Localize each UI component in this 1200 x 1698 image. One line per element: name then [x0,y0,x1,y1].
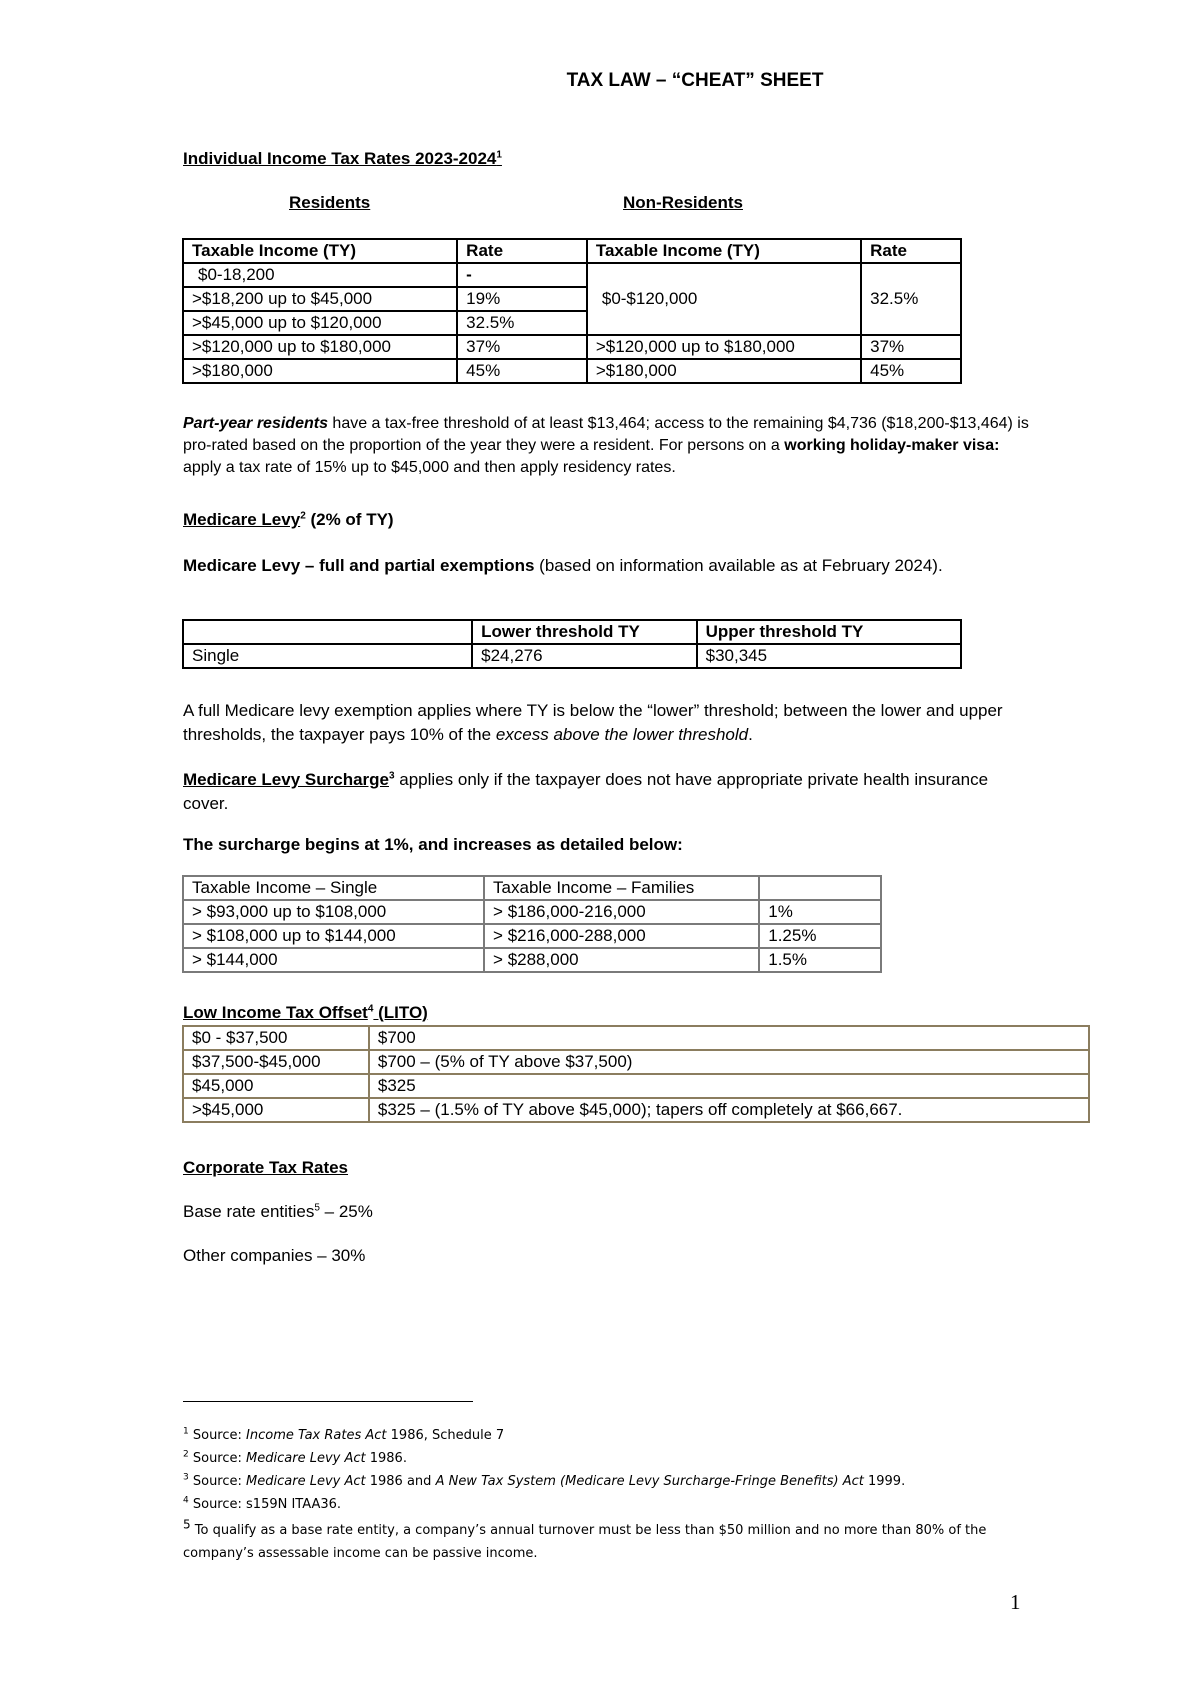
table-row: > $93,000 up to $108,000 > $186,000-216,000 1% [183,900,881,924]
footnote-ref-3: 3 [388,770,395,782]
resident-income-cell: >$120,000 up to $180,000 [183,335,457,359]
table-row [183,335,961,359]
lower-threshold-cell: $24,276 [472,644,697,668]
lito-heading: Low Income Tax Offset$^4$ (LITO) [183,1003,428,1022]
income-tax-heading: Individual Income Tax Rates 2023-2024$^1$ [183,149,502,168]
table-row: $45,000 $325 [183,1074,1089,1098]
non-resident-rate-cell: 32.5% [861,263,961,335]
category-cell: Single [183,644,472,668]
surcharge-paragraph: Medicare Levy Surcharge$^3$ applies only if the taxpayer does not have appropriate private health insurance cover. [183,770,989,813]
footnote-5: 5 To qualify as a base rate entity, a company’s annual turnover must be less than $50 million and no more than 80% of the company’s assessable income can be passive income. [183,1517,987,1561]
resident-rate-header: Rate [457,239,587,263]
lower-threshold-header: Lower threshold TY [472,620,697,644]
resident-rate-cell: - [457,263,587,287]
upper-threshold-header: Upper threshold TY [697,620,961,644]
medicare-exemption-paragraph: A full Medicare levy exemption applies where TY is below the “lower” threshold; between the lower and upper thresholds, the taxpayer pays 10% of the excess above the lower threshold. [183,701,1003,744]
medicare-exemptions-paragraph: Medicare Levy – full and partial exemptions (based on information available as at February 2024). [183,556,943,575]
table-row: $37,500-$45,000 $700 – (5% of TY above $37,500) [183,1050,1089,1074]
resident-income-cell: >$18,200 up to $45,000 [183,287,457,311]
resident-rate-cell: 45% [457,359,587,383]
part-year-paragraph: Part-year residents have a tax-free threshold of at least $13,464; access to the remaining $4,736 ($18,200-$13,464) is pro-rated based on the proportion of the year they were a resident. For persons on a working holiday-maker visa: apply a tax rate of 15% up to $45,000 and then apply residency rates. [183,415,1029,476]
corporate-tax-heading: Corporate Tax Rates [183,1158,349,1177]
table-row [183,644,961,668]
income-tax-table [182,238,962,384]
resident-rate-cell: 37% [457,335,587,359]
residents-label: Residents [289,193,371,212]
non-residents-label: Non-Residents [623,193,743,212]
non-resident-income-cell: $0-$120,000 [587,263,861,335]
table-row [183,263,961,287]
footnote-3: $^3$ Source: Medicare Levy Act 1986 and A New Tax System (Medicare Levy Surcharge-Fringe Benefits) Act 1999. [183,1472,906,1489]
footnote-ref-2: 2 [300,510,306,522]
resident-income-header: Taxable Income (TY) [183,239,457,263]
footnote-divider [183,1401,473,1402]
upper-threshold-cell: $30,345 [697,644,961,668]
surcharge-table [182,875,882,973]
other-companies-line: Other companies – 30% [183,1246,366,1265]
resident-rate-cell: 32.5% [457,311,587,335]
non-resident-income-cell: >$180,000 [587,359,861,383]
table-header-row [183,239,961,263]
resident-income-cell: $0-18,200 [183,263,457,287]
footnote-4: $^4$ Source: s159N ITAA36. [183,1495,342,1512]
footnote-2: $^2$ Source: Medicare Levy Act 1986. [183,1449,407,1466]
medicare-levy-heading: Medicare Levy$^2$ (2% of TY) [183,510,394,529]
footnote-ref-4: 4 [367,1003,374,1015]
footnote-ref-1: 1 [496,149,502,161]
page-title: TAX LAW – “CHEAT” SHEET [566,70,824,91]
families-income-header: Taxable Income – Families [484,876,759,900]
table-header-row [183,620,961,644]
resident-income-cell: >$45,000 up to $120,000 [183,311,457,335]
medicare-threshold-table [182,619,962,669]
table-row: > $108,000 up to $144,000 > $216,000-288,000 1.25% [183,924,881,948]
resident-income-cell: >$180,000 [183,359,457,383]
table-header-row [183,876,881,900]
non-resident-income-cell: >$120,000 up to $180,000 [587,335,861,359]
single-income-header: Taxable Income – Single [183,876,484,900]
table-row [183,359,961,383]
table-row: $0 - $37,500 $700 [183,1026,1089,1050]
base-rate-entities-line: Base rate entities$^5$ – 25% [183,1202,373,1221]
footnote-1: $^1$ Source: Income Tax Rates Act 1986, Schedule 7 [183,1426,505,1443]
lito-table [182,1025,1090,1123]
non-resident-rate-cell: 37% [861,335,961,359]
resident-rate-cell: 19% [457,287,587,311]
footnote-ref-5: 5 [314,1202,320,1214]
non-resident-income-header: Taxable Income (TY) [587,239,861,263]
table-row: > $144,000 > $288,000 1.5% [183,948,881,972]
page-number: 1 [1010,1590,1021,1614]
surcharge-intro: The surcharge begins at 1%, and increases as detailed below: [183,835,683,854]
table-row: >$45,000 $325 – (1.5% of TY above $45,000); tapers off completely at $66,667. [183,1098,1089,1122]
non-resident-rate-header: Rate [861,239,961,263]
non-resident-rate-cell: 45% [861,359,961,383]
